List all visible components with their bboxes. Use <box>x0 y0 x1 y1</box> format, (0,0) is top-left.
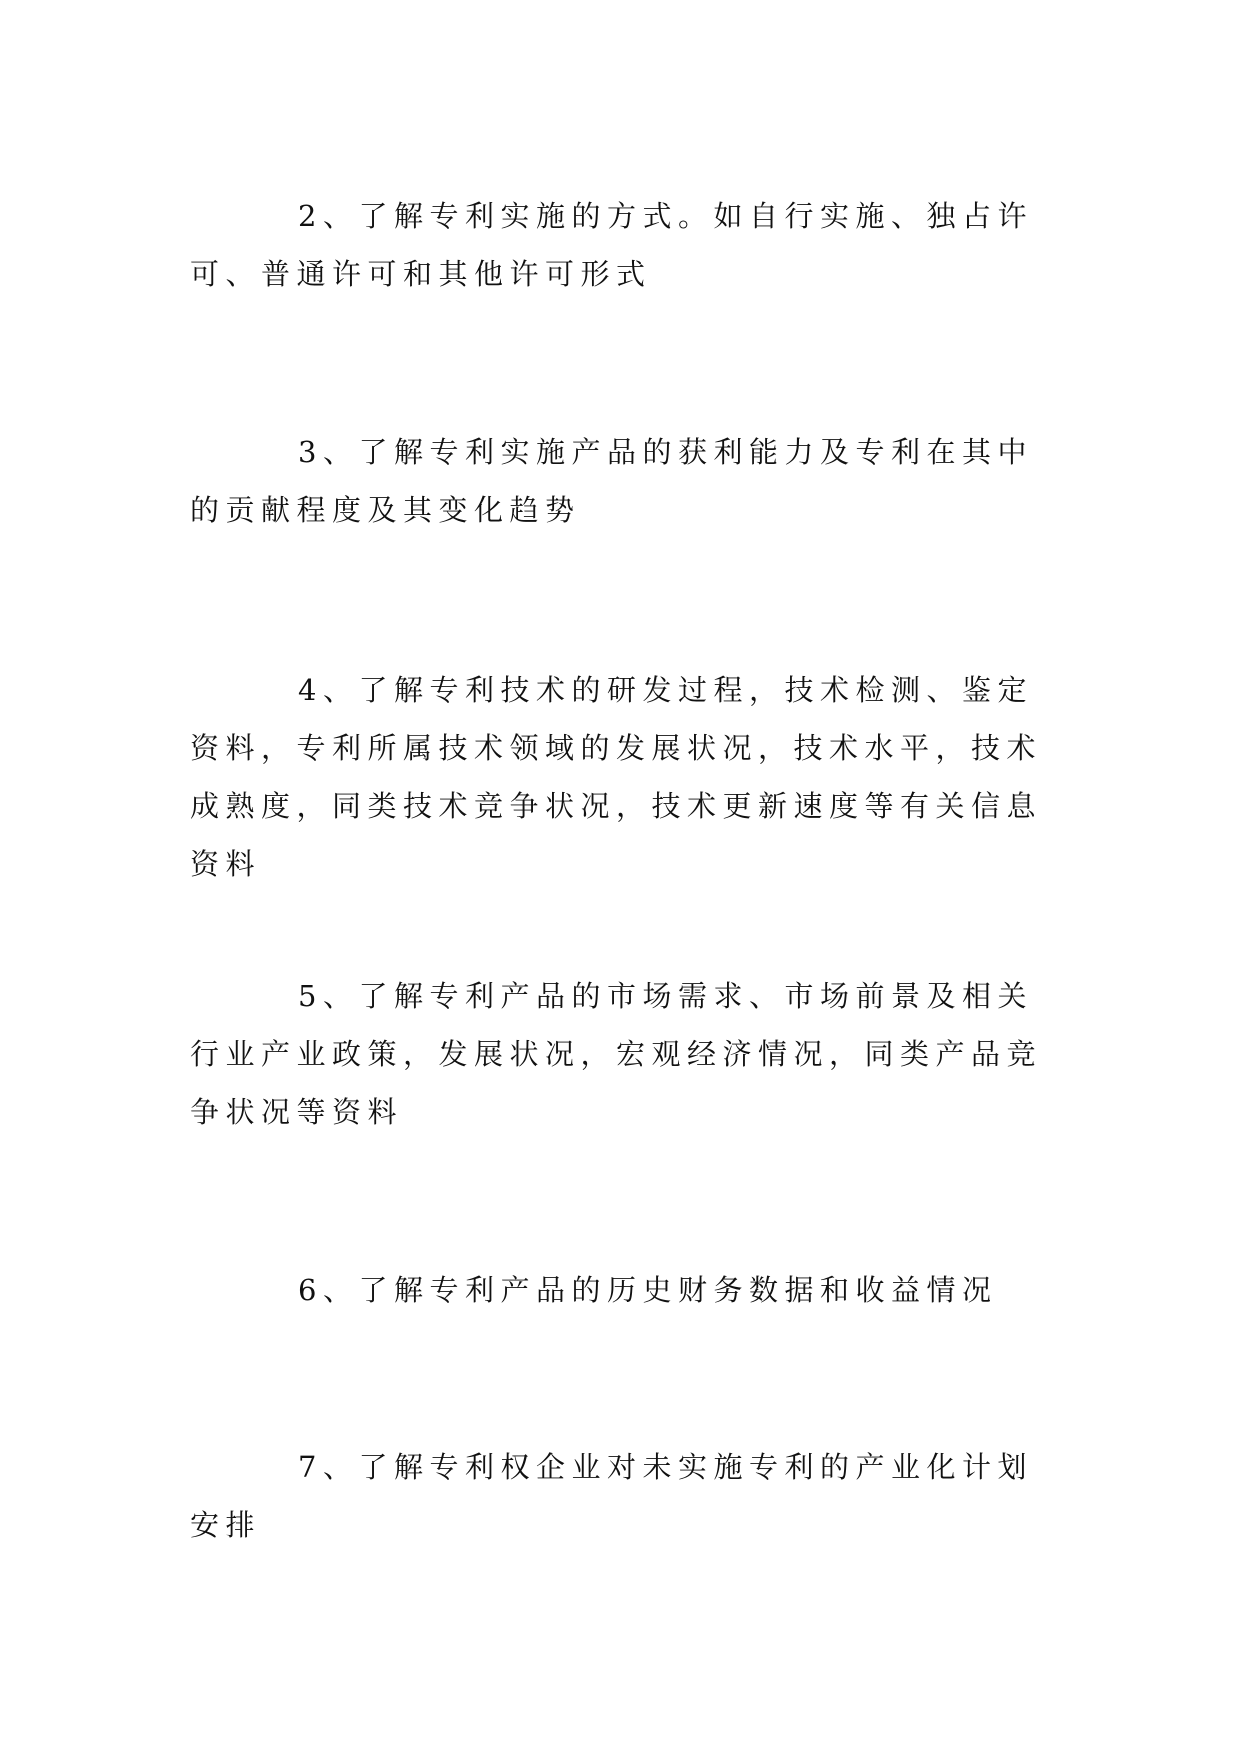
paragraph-item-4: 4、了解专利技术的研发过程，技术检测、鉴定资料，专利所属技术领域的发展状况，技术水平，技术成熟度，同类技术竞争状况，技术更新速度等有关信息资料 <box>190 673 1043 881</box>
paragraph-item-3: 3、了解专利实施产品的获利能力及专利在其中的贡献程度及其变化趋势 <box>190 435 1033 527</box>
paragraph-item-7: 7、了解专利权企业对未实施专利的产业化计划安排 <box>190 1450 1033 1542</box>
paragraph-item-6: 6、了解专利产品的历史财务数据和收益情况 <box>298 1273 998 1307</box>
paragraph-item-2: 2、了解专利实施的方式。如自行实施、独占许可、普通许可和其他许可形式 <box>190 199 1033 291</box>
paragraph-item-5: 5、了解专利产品的市场需求、市场前景及相关行业产业政策，发展状况，宏观经济情况，同类产品竞争状况等资料 <box>190 979 1043 1129</box>
